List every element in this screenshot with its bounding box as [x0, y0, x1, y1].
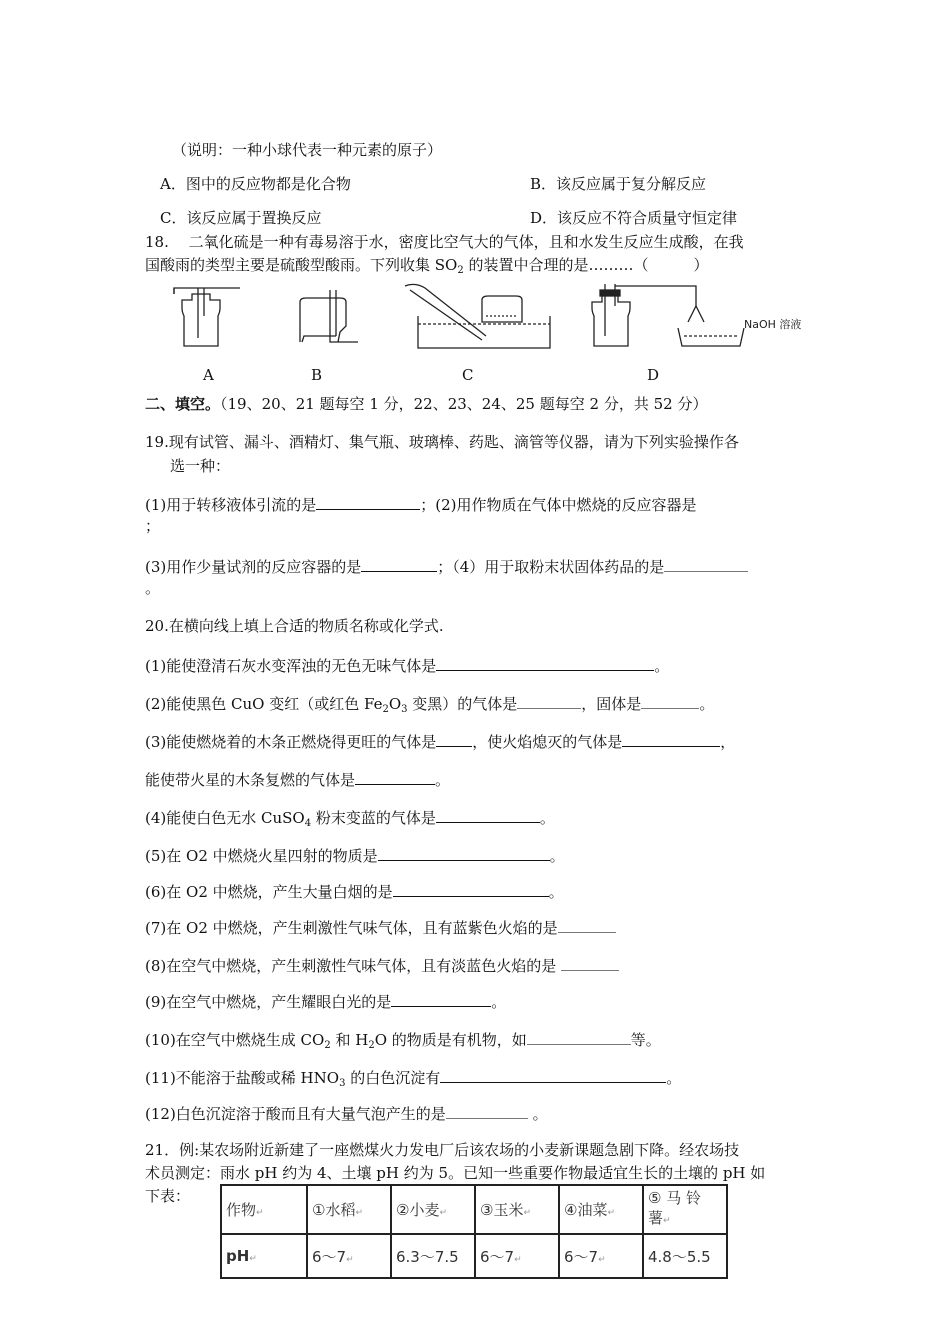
q20-item5: (5)在 O2 中燃烧火星四射的物质是 。 — [145, 844, 565, 866]
q20-item4: (4)能使白色无水 CuSO$_4$ 粉末变蓝的气体是 。 — [145, 806, 555, 834]
q19-intro1: 19.现有试管、漏斗、酒精灯、集气瓶、玻璃棒、药匙、滴管等仪器，请为下列实验操作各 — [145, 433, 739, 451]
q20-item9: (9)在空气中燃烧，产生耀眼白光的是 。 — [145, 990, 506, 1012]
ph-table — [220, 1184, 728, 1279]
table-cell: ①水稻↵ — [307, 1185, 391, 1234]
table-row — [221, 1234, 727, 1278]
q21-line2: 术员测定：雨水 pH 约为 4、土壤 pH 约为 5。已知一些重要作物最适宜生长的土壤的 pH 如 — [145, 1164, 766, 1182]
q19-intro2: 选一种： — [170, 457, 231, 475]
apparatus-a — [174, 288, 240, 346]
q20-item12: (12)白色沉淀溶于酸而且有大量气泡产生的是 。 — [145, 1102, 548, 1124]
q20-intro: 20.在横向线上填上合适的物质名称或化学式. — [145, 617, 444, 635]
table-cell: ②小麦↵ — [391, 1185, 475, 1234]
q17-option-c: C．该反应属于置换反应 — [160, 209, 322, 227]
apparatus-c — [405, 284, 550, 348]
table-cell: 6～7↵ — [559, 1234, 643, 1278]
q20-item10: (10)在空气中燃烧生成 $CO_2$ 和 $H_2O$ 的物质是有机物，如 等。 — [145, 1028, 661, 1056]
table-cell: 4.8～5.5 — [643, 1234, 727, 1278]
reaction-note: （说明：一种小球代表一种元素的原子） — [172, 141, 443, 159]
q20-item8: (8)在空气中燃烧，产生刺激性气味气体，且有淡蓝色火焰的是 — [145, 954, 619, 976]
table-cell: ⑤ 马 铃 薯↵ — [643, 1185, 727, 1234]
apparatus-label-b: B — [311, 366, 323, 384]
q20-item11: (11)不能溶于盐酸或稀 $HNO_3$ 的白色沉淀有 。 — [145, 1066, 681, 1094]
table-cell: ③玉米↵ — [475, 1185, 559, 1234]
section2-heading: 二、填空。（19、20、21 题每空 1 分，22、23、24、25 题每空 2 分，共 52 分） — [145, 395, 708, 413]
q19-part3-end: 。 — [145, 579, 161, 597]
apparatus-diagram — [160, 276, 820, 356]
q20-item3: (3)能使燃烧着的木条正燃烧得更旺的气体是 ，使火焰熄灭的气体是 ， — [145, 730, 735, 752]
table-cell: 6～7↵ — [475, 1234, 559, 1278]
q21-line3: 下表： — [145, 1187, 191, 1205]
apparatus-label-d: D — [647, 366, 660, 384]
apparatus-label-a: A — [203, 366, 214, 384]
table-row — [221, 1185, 727, 1234]
q17-option-a: A．图中的反应物都是化合物 — [160, 175, 351, 193]
table-cell: 6～7↵ — [307, 1234, 391, 1278]
q20-item2: (2)能使黑色 CuO 变红（或红色 $Fe_2O_3$ 变黑）的气体是 ，固体是 。 — [145, 692, 714, 720]
q20-item3-cont: 能使带火星的木条复燃的气体是 。 — [145, 768, 450, 790]
q21-line1: 21．例:某农场附近新建了一座燃煤火力发电厂后该农场的小麦新课题急剧下降。经农场技 — [145, 1141, 740, 1159]
q19-part3: (3)用作少量试剂的反应容器的是 ；（4）用于取粉末状固体药品的是 — [145, 555, 748, 577]
q17-option-b: B．该反应属于复分解反应 — [530, 175, 707, 193]
naoh-label: NaOH 溶液 — [744, 318, 802, 331]
apparatus-d — [592, 284, 744, 346]
q20-item7: (7)在 O2 中燃烧，产生刺激性气味气体，且有蓝紫色火焰的是 — [145, 916, 616, 938]
q20-item1: (1)能使澄清石灰水变浑浊的无色无味气体是 。 — [145, 654, 669, 676]
q18-line2: 国酸雨的类型主要是硫酸型酸雨。下列收集 $SO_2$ 的装置中合理的是………（ ） — [145, 256, 709, 276]
table-cell: 6.3～7.5 — [391, 1234, 475, 1278]
q17-option-d: D．该反应不符合质量守恒定律 — [530, 209, 738, 227]
q19-part1: (1)用于转移液体引流的是 ；(2)用作物质在气体中燃烧的反应容器是 — [145, 493, 697, 515]
table-cell: pH↵ — [221, 1234, 307, 1278]
table-cell: 作物↵ — [221, 1185, 307, 1234]
q20-item6: (6)在 O2 中燃烧，产生大量白烟的是 。 — [145, 880, 564, 902]
apparatus-label-c: C — [462, 366, 474, 384]
q18-line1: 18. 二氧化硫是一种有毒易溶于水，密度比空气大的气体，且和水发生反应生成酸，在我 — [145, 233, 744, 251]
q19-part1-end: ； — [145, 517, 161, 535]
apparatus-b — [300, 290, 358, 342]
table-cell: ④油菜↵ — [559, 1185, 643, 1234]
